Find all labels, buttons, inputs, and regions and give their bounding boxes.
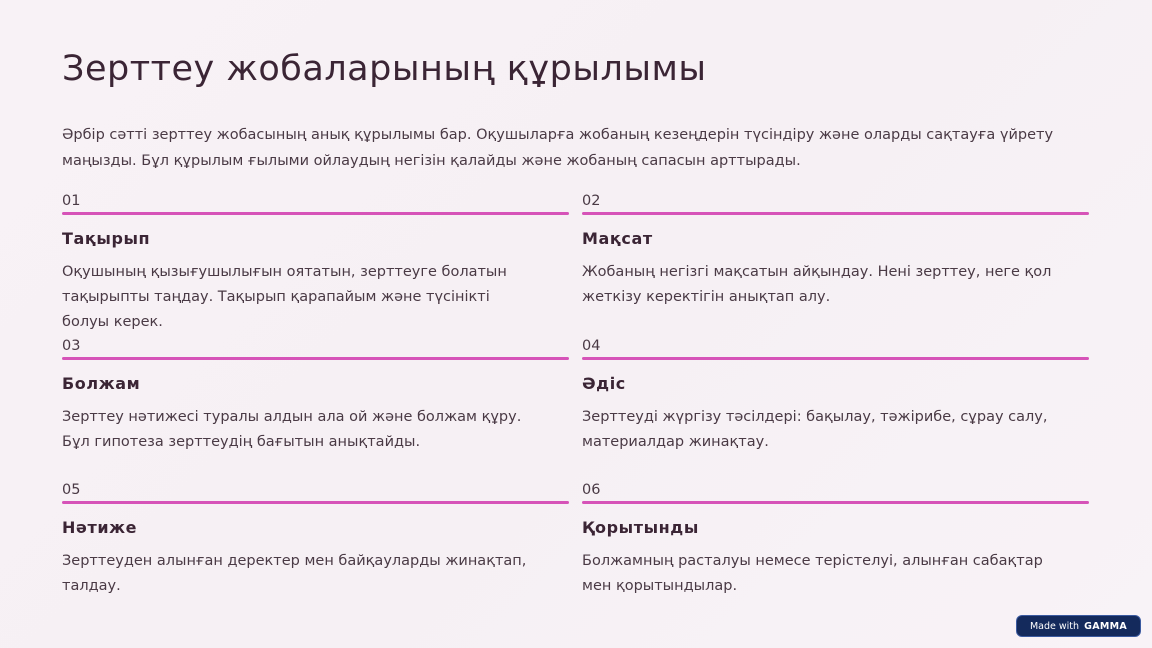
step-divider <box>582 212 1089 215</box>
step-title: Қорытынды <box>582 518 699 537</box>
step-description: Зерттеуден алынған деректер мен байқауларды жинақтап, талдау. <box>62 553 527 594</box>
badge-prefix: Made with <box>1029 621 1080 632</box>
step-title: Тақырып <box>62 229 151 248</box>
step-number: 06 <box>582 482 601 498</box>
made-with-gamma-badge[interactable] <box>1016 615 1141 637</box>
step-number: 04 <box>582 338 601 354</box>
step-title: Болжам <box>62 374 141 393</box>
step-title: Нәтиже <box>62 518 138 537</box>
step-number: 01 <box>62 193 81 209</box>
step-title: Әдіс <box>582 374 626 393</box>
step-card-method <box>582 337 1089 455</box>
step-card-goal <box>582 192 1089 310</box>
step-description: Зерттеуді жүргізу тәсілдері: бақылау, тәжірибе, сұрау салу, материалдар жинақтау. <box>582 409 1048 450</box>
step-description: Жобаның негізгі мақсатын айқындау. Нені зерттеу, неге қол жеткізу керектігін анықтап алу. <box>582 264 1052 305</box>
step-divider <box>62 212 569 215</box>
page-title: Зерттеу жобаларының құрылымы <box>62 49 707 89</box>
step-divider <box>582 501 1089 504</box>
gamma-logo: GAMMA <box>1084 621 1128 632</box>
step-divider <box>62 357 569 360</box>
intro-paragraph: Әрбір сәтті зерттеу жобасының анық құрылымы бар. Оқушыларға жобаның кезеңдерін түсіндіру және оларды сақтауға үйрету маңызды. Бұл құрылым ғылыми ойлаудың негізін қалайды және жобаның сапасын арттырады. <box>62 127 1054 169</box>
step-card-conclusion <box>582 481 1089 599</box>
step-card-hypothesis <box>62 337 569 455</box>
step-description: Зерттеу нәтижесі туралы алдын ала ой және болжам құру. Бұл гипотеза зерттеудің бағытын анықтайды. <box>62 409 522 450</box>
step-card-topic <box>62 192 569 335</box>
step-number: 02 <box>582 193 601 209</box>
step-description: Болжамның расталуы немесе терістелуі, алынған сабақтар мен қорытындылар. <box>582 553 1043 594</box>
step-card-result <box>62 481 569 599</box>
step-divider <box>62 501 569 504</box>
step-divider <box>582 357 1089 360</box>
step-number: 05 <box>62 482 81 498</box>
step-description: Оқушының қызығушылығын оятатын, зерттеуге болатын тақырыпты таңдау. Тақырып қарапайым және түсінікті болуы керек. <box>62 264 507 330</box>
step-number: 03 <box>62 338 81 354</box>
step-title: Мақсат <box>582 229 653 248</box>
